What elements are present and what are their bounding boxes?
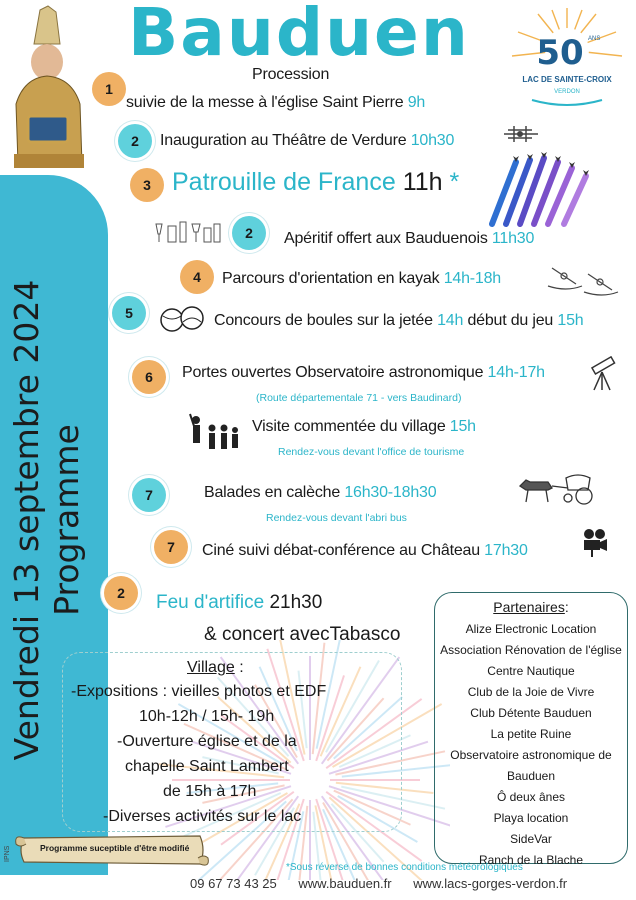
event-9-badge: 7 bbox=[132, 478, 166, 512]
horse-carriage-icon bbox=[518, 472, 600, 506]
event-11-time: 21h30 bbox=[269, 592, 323, 613]
event-8-line bbox=[252, 418, 476, 436]
partner-item: La petite Ruine bbox=[490, 727, 572, 741]
event-1-time: 9h bbox=[407, 94, 426, 111]
date-line: Vendredi 13 septembre 2024 bbox=[7, 279, 46, 761]
partner-item: SideVar bbox=[510, 832, 552, 846]
ipns-mark: IPNS bbox=[4, 845, 11, 862]
event-5-text: Parcours d'orientation en kayak bbox=[222, 270, 440, 287]
event-9-line bbox=[204, 484, 436, 502]
disclaimer-scroll bbox=[14, 830, 210, 870]
village-line-2: 10h-12h / 15h- 19h bbox=[139, 708, 275, 725]
event-3-badge: 3 bbox=[130, 168, 164, 202]
saint-statue-image bbox=[4, 4, 90, 170]
event-9-time: 16h30-18h30 bbox=[344, 484, 437, 501]
partner-item: Club Détente Bauduen bbox=[470, 706, 592, 720]
event-3-star: * bbox=[449, 168, 460, 196]
program-line: Programme bbox=[47, 424, 86, 616]
weather-note: *Sous réverse de bonnes conditions météorologiques bbox=[286, 862, 523, 873]
event-4-badge: 2 bbox=[232, 216, 266, 250]
village-line-3: -Ouverture église et de la bbox=[117, 733, 297, 750]
event-10-badge: 7 bbox=[154, 530, 188, 564]
event-1-badge: 1 bbox=[92, 72, 126, 106]
partners-title: Partenaires bbox=[493, 599, 565, 615]
event-6-time: 14h bbox=[437, 312, 464, 329]
partner-item: Association Rénovation de l'église bbox=[440, 643, 622, 657]
village-heading bbox=[187, 659, 244, 677]
event-5-line bbox=[222, 270, 501, 288]
event-9-sub: Rendez-vous devant l'abri bus bbox=[266, 512, 407, 524]
village-line-4: chapelle Saint Lambert bbox=[125, 758, 289, 775]
guided-tour-icon bbox=[186, 410, 240, 458]
partner-item: Bauduen bbox=[506, 769, 556, 783]
event-4-line bbox=[284, 230, 534, 248]
event-4-text: Apéritif offert aux Bauduenois bbox=[284, 230, 488, 247]
event-8-text: Visite commentée du village bbox=[252, 418, 446, 435]
partners-title-colon: : bbox=[564, 599, 569, 615]
event-2-text: Inauguration au Théâtre de Verdure bbox=[160, 132, 407, 149]
event-1-line bbox=[126, 94, 425, 112]
event-7-line bbox=[182, 364, 545, 382]
village-title: Village bbox=[187, 659, 235, 676]
film-camera-icon bbox=[580, 528, 608, 558]
event-1-text: suivie de la messe à l'église Saint Pierre bbox=[126, 94, 404, 111]
event-6-extra: début du jeu bbox=[467, 312, 554, 329]
page-title: Bauduen bbox=[128, 0, 470, 71]
event-2-badge: 2 bbox=[118, 124, 152, 158]
partner-item: Playa location bbox=[493, 811, 569, 825]
logo-line2: VERDON bbox=[554, 89, 580, 95]
event-2-line bbox=[160, 132, 454, 150]
footer-site-2[interactable]: www.lacs-gorges-verdon.fr bbox=[413, 876, 568, 891]
event-6-time2: 15h bbox=[557, 312, 584, 329]
boules-icon bbox=[158, 302, 206, 336]
event-9-text: Balades en calèche bbox=[204, 484, 341, 501]
event-10-text: Ciné suivi débat-conférence au Château bbox=[202, 542, 480, 559]
partner-item: Ranch de la Blache bbox=[478, 853, 584, 867]
footer-site-1[interactable]: www.bauduen.fr bbox=[298, 876, 392, 891]
event-3-line bbox=[172, 168, 459, 197]
event-10-line bbox=[202, 542, 528, 560]
event-7-badge: 6 bbox=[132, 360, 166, 394]
event-3-time: 11h bbox=[402, 168, 443, 196]
village-title-colon: : bbox=[234, 659, 244, 676]
partners-box bbox=[434, 592, 628, 867]
event-2-time: 10h30 bbox=[410, 132, 455, 149]
event-8-time: 15h bbox=[449, 418, 476, 435]
event-6-line bbox=[214, 312, 583, 330]
glasses-icon bbox=[152, 220, 222, 244]
logo-small: ANS bbox=[588, 36, 601, 42]
logo-line1: LAC DE SAINTE-CROIX bbox=[522, 75, 612, 84]
kayak-icon bbox=[546, 262, 620, 298]
footer-phone: 09 67 73 43 25 bbox=[190, 876, 277, 891]
partners-heading bbox=[435, 599, 627, 615]
village-line-1: -Expositions : vieilles photos et EDF bbox=[71, 683, 327, 700]
event-7-text: Portes ouvertes Observatoire astronomique bbox=[182, 364, 484, 381]
event-1-pre: Procession bbox=[252, 66, 330, 83]
event-6-text: Concours de boules sur la jetée bbox=[214, 312, 433, 329]
partner-item: Observatoire astronomique de bbox=[450, 748, 612, 762]
event-7-sub: (Route départementale 71 - vers Baudinard) bbox=[256, 392, 462, 404]
telescope-icon bbox=[584, 356, 620, 392]
jet-trails-icon bbox=[486, 150, 596, 228]
event-11-text: Feu d'artifice bbox=[156, 592, 265, 613]
partner-item: Centre Nautique bbox=[487, 664, 575, 678]
event-8-sub: Rendez-vous devant l'office de tourisme bbox=[278, 446, 465, 458]
footer bbox=[190, 876, 567, 891]
partner-item: Club de la Joie de Vivre bbox=[467, 685, 595, 699]
event-4-time: 11h30 bbox=[491, 230, 535, 247]
village-line-6: -Diverses activités sur le lac bbox=[103, 808, 302, 825]
event-11-badge: 2 bbox=[104, 576, 138, 610]
event-10-time: 17h30 bbox=[484, 542, 528, 559]
logo-number: 50 bbox=[536, 33, 584, 73]
partner-item: Ô deux ânes bbox=[496, 790, 566, 804]
event-3-text: Patrouille de France bbox=[172, 168, 396, 196]
event-7-time: 14h-17h bbox=[487, 364, 545, 381]
partner-item: Alize Electronic Location bbox=[465, 622, 597, 636]
event-6-badge: 5 bbox=[112, 296, 146, 330]
event-11-line bbox=[156, 592, 322, 614]
event-5-time: 14h-18h bbox=[443, 270, 502, 287]
disclaimer-text: Programme suceptible d'être modifié bbox=[40, 843, 190, 853]
biplane-icon bbox=[500, 120, 542, 148]
village-line-5: de 15h à 17h bbox=[163, 783, 257, 800]
event-5-badge: 4 bbox=[180, 260, 214, 294]
event-11-line2: & concert avecTabasco bbox=[204, 624, 401, 645]
village-box bbox=[62, 652, 402, 832]
anniversary-logo bbox=[508, 6, 626, 114]
